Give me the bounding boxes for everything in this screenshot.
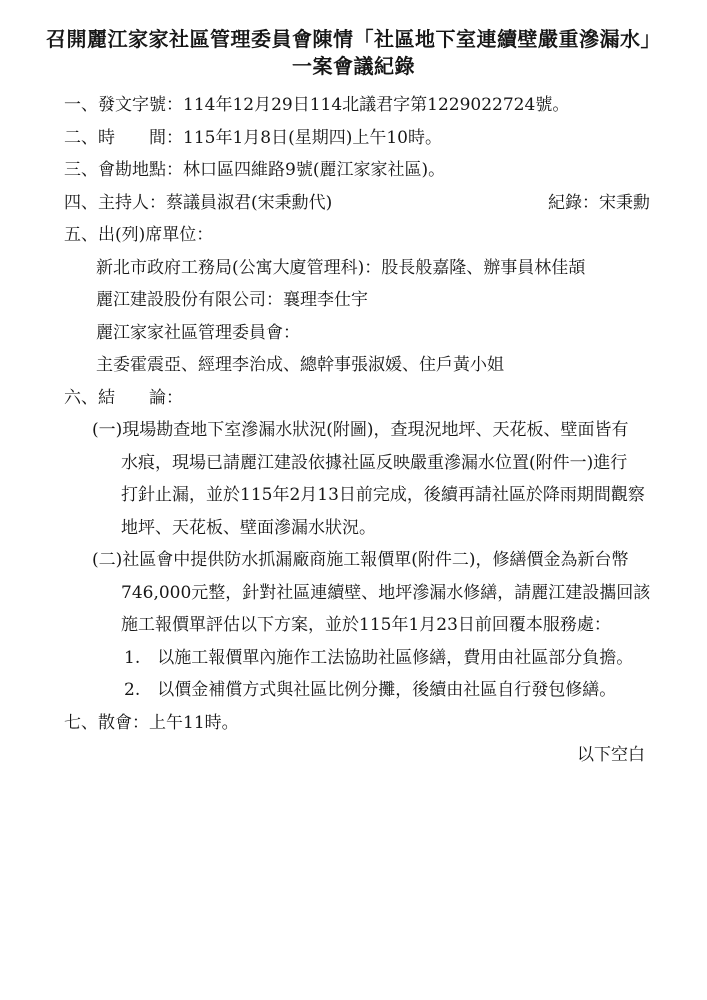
doc-line-attendee-org-3: 麗江家家社區管理委員會： xyxy=(96,322,300,343)
doc-line-conclusion-2c: 施工報價單評估以下方案，並於115年1月23日前回覆本服務處： xyxy=(121,615,611,635)
doc-line-option-1: 1. 以施工報價單內施作工法協助社區修繕，費用由社區部分負擔。 xyxy=(124,647,634,668)
doc-line-conclusion-1a: (一)現場勘查地下室滲漏水狀況(附圖)，查現況地坪、天花板、壁面皆有 xyxy=(92,420,629,440)
doc-line-option-2: 2. 以價金補償方式與社區比例分攤，後續由社區自行發包修繕。 xyxy=(124,680,617,700)
document-body xyxy=(0,89,707,772)
chair-label: 四、主持人：蔡議員淑君(宋秉勳代) xyxy=(64,192,333,213)
document-title-line1: 召開麗江家家社區管理委員會陳情「社區地下室連續壁嚴重滲漏水」 xyxy=(46,27,661,51)
doc-line-issue-number: 一、發文字號：114年12月29日114北議君字第1229022724號。 xyxy=(64,95,570,115)
document-title xyxy=(0,0,707,80)
doc-line-time: 二、時 間：115年1月8日(星期四)上午10時。 xyxy=(64,127,442,148)
recorder-label: 紀錄：宋秉勳 xyxy=(548,192,650,213)
doc-line-attendees-heading: 五、出(列)席單位： xyxy=(64,225,214,245)
doc-line-attendee-org-2: 麗江建設股份有限公司：襄理李仕宇 xyxy=(96,290,368,310)
doc-line-adjourn: 七、散會：上午11時。 xyxy=(64,712,239,733)
doc-line-conclusion-1d: 地坪、天花板、壁面滲漏水狀況。 xyxy=(121,517,376,538)
doc-line-location: 三、會勘地點：林口區四維路9號(麗江家家社區)。 xyxy=(64,160,446,180)
doc-line-attendee-members: 主委霍震亞、經理李治成、總幹事張淑媛、住戶黃小姐 xyxy=(96,355,504,375)
document-title-line2: 一案會議紀錄 xyxy=(292,54,415,78)
doc-line-conclusion-2a: (二)社區會中提供防水抓漏廠商施工報價單(附件二)，修繕價金為新台幣 xyxy=(92,550,629,570)
doc-line-attendee-org-1: 新北市政府工務局(公寓大廈管理科)：股長般嘉隆、辦事員林佳頡 xyxy=(96,257,586,278)
doc-line-conclusion-2b: 746,000元整，針對社區連續壁、地坪滲漏水修繕，請麗江建設攜回該 xyxy=(121,582,651,603)
doc-line-conclusion-1b: 水痕，現場已請麗江建設依據社區反映嚴重滲漏水位置(附件一)進行 xyxy=(121,452,628,473)
below-blank-note: 以下空白 xyxy=(577,745,645,765)
doc-line-chair xyxy=(64,187,650,220)
doc-line-conclusion-heading: 六、結 論： xyxy=(64,387,183,408)
doc-line-conclusion-1c: 打針止漏，並於115年2月13日前完成，後續再請社區於降雨期間觀察 xyxy=(121,485,645,505)
